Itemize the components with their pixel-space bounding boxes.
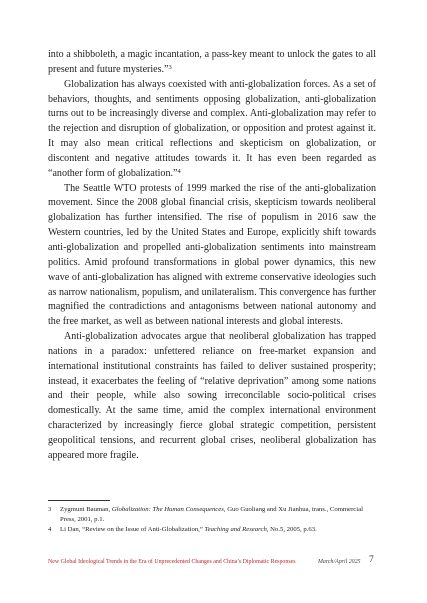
- footnote-ref-4: 4: [177, 167, 181, 175]
- page-number: 7: [369, 555, 374, 565]
- running-footer-title: New Global Ideological Trends in the Era of Unprecedented Changes and China’s Diplomatic Responses: [48, 559, 296, 565]
- footnote-number: 4: [48, 525, 52, 533]
- body-text: [48, 48, 376, 464]
- paragraph-3: The Seattle WTO protests of 1999 marked the rise of the anti-globalization movement. Since the 2008 global financial crisis, skepticism towards neoliberal globalization has further intensified. The rise of populism in 2016 saw the Western countries, led by the United States and Europe, explicitly shift towards anti-globalization and propelled anti-globalization sentiments into mainstream politics. Amid profound transformations in global power dynamics, this new wave of anti-globalization has aligned with extreme conservative ideologies such as narrow nationalism, populism, and unilateralism. This convergence has further magnified the contradictions and antagonisms between national autonomy and the free market, as well as between national interests and global interests.: [48, 182, 376, 328]
- footnote-text: , No.5, 2005, p.63.: [266, 525, 317, 533]
- footnote-text: Zygmunt Bauman,: [60, 506, 111, 513]
- footnote-number: 3: [48, 506, 52, 513]
- footnote-divider: [48, 500, 110, 501]
- footnote-title: Teaching and Research: [204, 525, 267, 533]
- paragraph-4: Anti-globalization advocates argue that neoliberal globalization has trapped nations in a paradox: unfettered reliance on free-market expansion and international institutional constraints has failed to deliver sustained prosperity; instead, it exacerbates the feeling of “relative deprivation” among some nations and their people, while also sowing irreconcilable socio-political crises domestically. At the same time, amid the complex international environment characterized by increasingly fierce global strategic competition, persistent geopolitical tensions, and recurrent global crises, neoliberal globalization has appeared more fragile.: [48, 331, 376, 461]
- paragraph-1-text: into a shibboleth, a magic incantation, a pass-key meant to unlock the gates to all present and future mysteries.”: [48, 49, 376, 75]
- footnote-title: Globalization: The Human Consequences: [111, 506, 224, 513]
- footnote-text: Li Dan, “Review on the Issue of Anti-Globalization,”: [60, 525, 203, 533]
- footnote-4: [48, 525, 378, 535]
- footnote-text: , Guo Guoliang and Xu Jianhua, trans., Commercial Press, 2001, p.1.: [60, 506, 363, 523]
- footnotes: [48, 505, 378, 535]
- footnote-3: [48, 505, 378, 525]
- paragraph-2-text: Globalization has always coexisted with anti-globalization forces. As a set of behaviors, thoughts, and sentiments opposing globalization, anti-globalization turns out to be increasingly diverse and complex. Anti-globalization may refer to the rejection and disruption of globalization, or opposition and protest against it. It may also mean critical reflections and skepticism on globalization, or discontent and negative attitudes towards it. It has even been regarded as “another form of globalization.”: [48, 78, 376, 179]
- paragraph-2: [48, 78, 376, 182]
- issue-date: March/April 2025: [318, 559, 361, 565]
- footnote-ref-3: 3: [168, 63, 172, 71]
- paragraph-1: [48, 48, 376, 78]
